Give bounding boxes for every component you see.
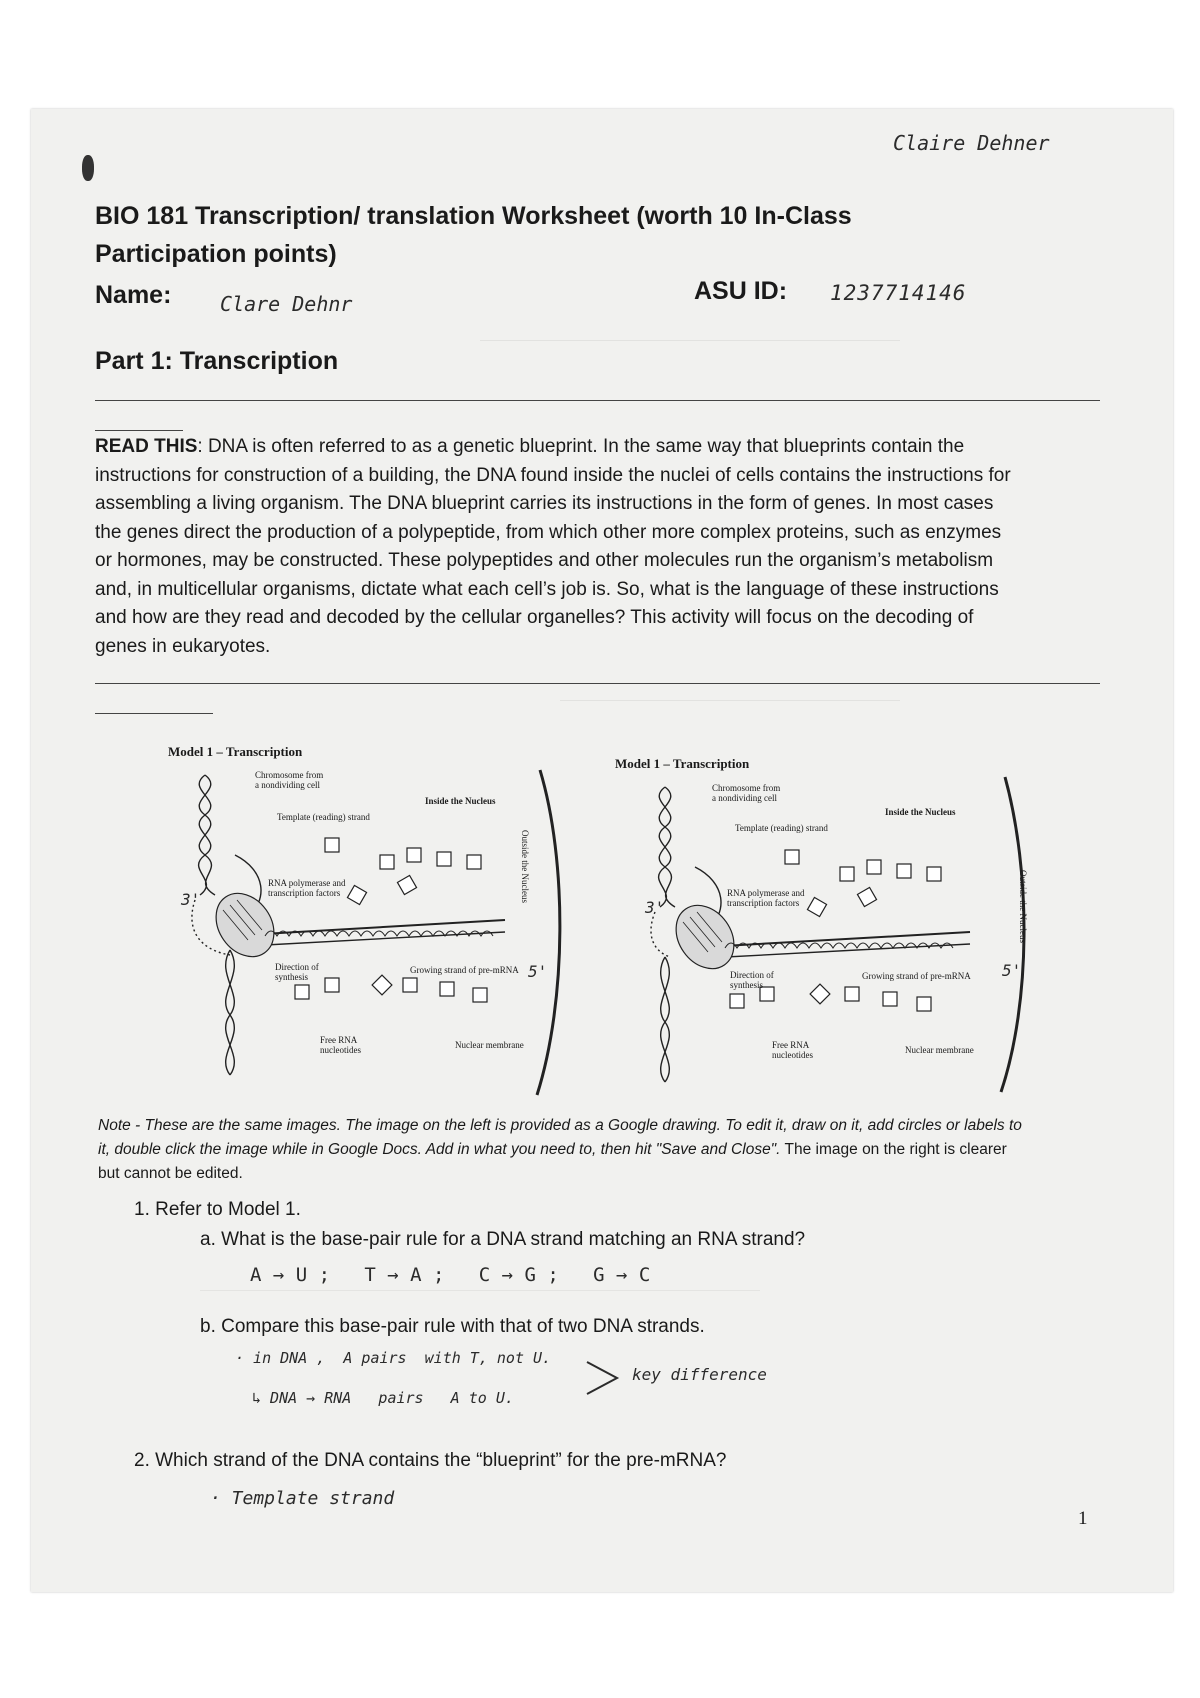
read-this-line-4: the genes direct the production of a polypeptide, from which other more complex proteins, such as enzymes [95,521,1002,543]
label-free-left: Free RNA nucleotides [320,1035,361,1055]
divider-mid [95,683,1100,684]
label-polymerase-right: RNA polymerase and transcription factors [727,888,805,908]
answer-1b-line-2: ↳ DNA → RNA pairs A to U. [252,1389,514,1407]
read-this-line-8: genes in eukaryotes. [95,635,271,657]
read-this-line-6: and, in multicellular organisms, dictate what each cell’s job is. So, what is the language of these instructions [95,578,999,600]
answer-1a: A → U ; T → A ; C → G ; G → C [250,1264,651,1286]
divider-top [95,400,1100,401]
model-title-right: Model 1 – Transcription [615,756,750,771]
question-1b: b. Compare this base-pair rule with that of two DNA strands. [200,1316,705,1337]
model-title-left: Model 1 – Transcription [168,744,303,759]
read-this-line-7: and how are they read and decoded by the cellular organelles? This activity will focus on the decoding of [95,607,974,628]
label-chromosome-left: Chromosome from a nondividing cell [255,770,324,790]
read-this-line-2: instructions for construction of a building, the DNA found inside the nuclei of cells contains the instructions for [95,464,1011,486]
name-label: Name: [95,281,172,309]
label-outside-left: Outside the Nucleus [520,830,530,903]
page-title [95,197,1095,273]
label-5prime-left: 5' [528,962,548,981]
read-this-label: READ THIS [95,436,198,457]
label-template-right: Template (reading) strand [735,823,828,833]
divider-top-short [95,430,183,431]
bracket-arrow [585,1358,623,1398]
answer-2: · Template strand [210,1488,395,1509]
label-free-right: Free RNA nucleotides [772,1040,813,1060]
question-1: 1. Refer to Model 1. [134,1199,301,1220]
divider-mid-short [95,713,213,714]
read-this-line-5: or hormones, may be constructed. These polypeptides and other molecules run the organism’s metabolism [95,550,994,571]
handwritten-asu-id: 1237714146 [830,281,967,305]
label-3prime-left: 3' [181,890,201,909]
read-this-line-1: READ THIS: DNA is often referred to as a genetic blueprint. In the same way that blueprints contain the [95,436,965,457]
label-growing-right: Growing strand of pre-mRNA [862,971,971,981]
label-5prime-right: 5' [1002,961,1022,980]
label-direction-right: Direction of synthesis [730,970,774,990]
label-membrane-right: Nuclear membrane [905,1045,974,1055]
answer-1b-note: key difference [632,1365,767,1384]
label-polymerase-left: RNA polymerase and transcription factors [268,878,346,898]
transcription-diagram-right [635,772,1035,1102]
label-inside-left: Inside the Nucleus [425,796,496,806]
label-chromosome-right: Chromosome from a nondividing cell [712,783,781,803]
note-paragraph [98,1114,1138,1186]
label-membrane-left: Nuclear membrane [455,1040,524,1050]
asu-id-label: ASU ID: [694,277,788,305]
hole-punch-mark [82,155,94,181]
label-direction-left: Direction of synthesis [275,962,319,982]
question-2: 2. Which strand of the DNA contains the “blueprint” for the pre-mRNA? [134,1450,727,1471]
page-number: 1 [1078,1508,1088,1529]
title-line-2: Participation points) [95,240,337,268]
note-line-1: Note - These are the same images. The image on the left is provided as a Google drawing. To edit it, draw on it, add circles or labels to [98,1117,1022,1134]
read-this-paragraph [95,433,1125,661]
note-line-2: it, double click the image while in Google Docs. Add in what you need to, then hit "Save and Close". The image on the right is clearer [98,1141,1007,1158]
label-inside-right: Inside the Nucleus [885,807,956,817]
label-3prime-right: 3' [645,898,665,917]
label-outside-right: Outside the Nucleus [1018,870,1028,943]
answer-1b-line-1: · in DNA , A pairs with T, not U. [235,1349,552,1367]
title-line-1: BIO 181 Transcription/ translation Worksheet (worth 10 In-Class [95,202,852,230]
label-growing-left: Growing strand of pre-mRNA [410,965,519,975]
handwritten-name: Clare Dehnr [220,292,353,316]
read-this-line-3: assembling a living organism. The DNA blueprint carries its instructions in the form of genes. In most cases [95,493,994,514]
nuclear-membrane [537,770,560,1095]
dna-helix-top [199,775,215,895]
part1-heading: Part 1: Transcription [95,347,339,375]
note-line-3: but cannot be edited. [98,1165,243,1182]
handwritten-top-name: Claire Dehner [893,131,1050,155]
question-1a: a. What is the base-pair rule for a DNA strand matching an RNA strand? [200,1229,806,1250]
label-template-left: Template (reading) strand [277,812,370,822]
